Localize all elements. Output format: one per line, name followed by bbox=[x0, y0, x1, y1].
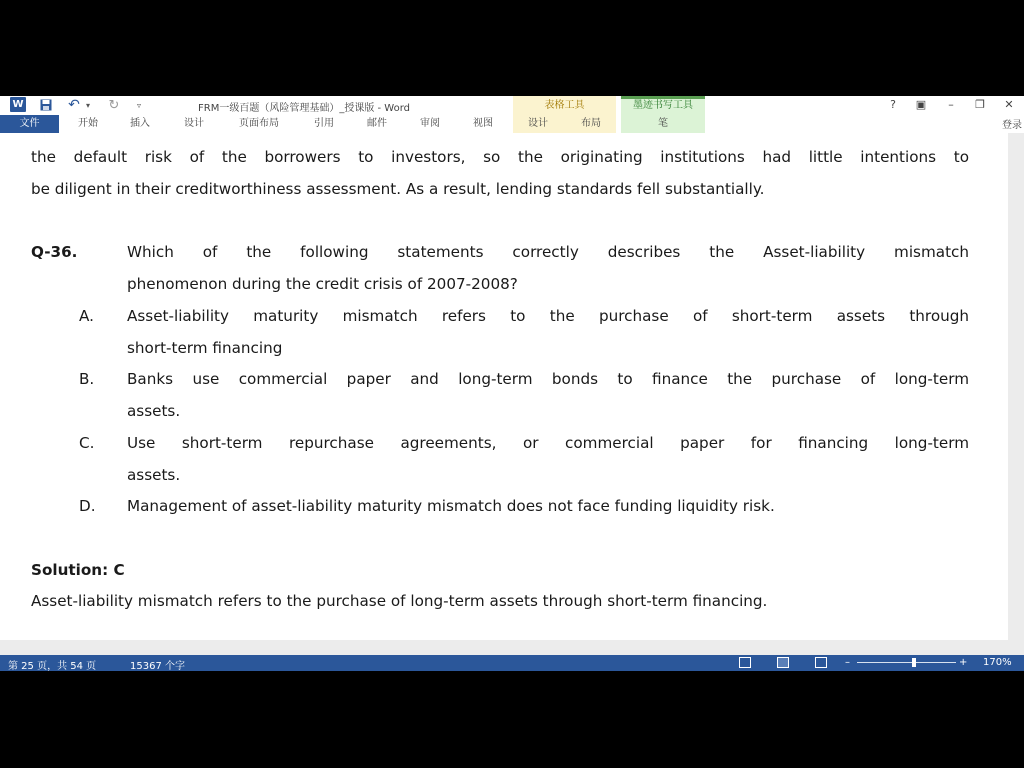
undo-icon[interactable]: ↶ bbox=[68, 97, 80, 113]
question-number: Q-36. bbox=[31, 243, 78, 261]
title-bar bbox=[0, 96, 1024, 115]
ribbon-display-icon[interactable]: ▣ bbox=[915, 98, 927, 111]
tab-pens[interactable]: 笔 bbox=[658, 118, 668, 129]
tab-insert[interactable]: 插入 bbox=[130, 118, 150, 129]
undo-dropdown-icon[interactable]: ▾ bbox=[85, 100, 90, 110]
zoom-slider-thumb[interactable] bbox=[912, 658, 916, 667]
question-text: Which of the following statements correctly describes the Asset-liability mismatch bbox=[127, 243, 969, 261]
tab-table-layout[interactable]: 布局 bbox=[581, 118, 601, 129]
option-text: Asset-liability maturity mismatch refers to the purchase of short-term assets through bbox=[127, 307, 969, 325]
close-icon[interactable]: ✕ bbox=[1004, 98, 1014, 111]
minimize-icon[interactable]: – bbox=[948, 98, 954, 111]
help-icon[interactable]: ? bbox=[890, 98, 896, 111]
zoom-level[interactable]: 170% bbox=[983, 657, 1012, 668]
option-text: Management of asset-liability maturity mismatch does not face funding liquidity risk. bbox=[127, 497, 775, 515]
redo-icon[interactable]: ↻ bbox=[108, 97, 120, 113]
tab-home[interactable]: 开始 bbox=[78, 118, 98, 129]
option-label: D. bbox=[79, 497, 96, 515]
save-icon[interactable] bbox=[38, 97, 54, 113]
word-window bbox=[0, 96, 1024, 671]
tab-page-layout[interactable]: 页面布局 bbox=[239, 118, 279, 129]
tab-references[interactable]: 引用 bbox=[314, 118, 334, 129]
tab-view[interactable]: 视图 bbox=[473, 118, 493, 129]
solution-text: Asset-liability mismatch refers to the purchase of long-term assets through short-term financing. bbox=[31, 592, 768, 610]
tab-file[interactable]: 文件 bbox=[0, 115, 59, 133]
option-text: assets. bbox=[127, 466, 181, 484]
word-app-icon[interactable]: W bbox=[10, 97, 26, 112]
word-count[interactable]: 15367 个字 bbox=[130, 661, 185, 671]
table-tools-label: 表格工具 bbox=[544, 100, 585, 111]
sign-in-link[interactable]: 登录 bbox=[1002, 120, 1022, 131]
solution-label: Solution: C bbox=[31, 561, 125, 579]
status-bar bbox=[0, 655, 1024, 671]
ribbon-tabs bbox=[0, 115, 1024, 133]
zoom-out-icon[interactable]: – bbox=[845, 657, 850, 668]
tab-review[interactable]: 审阅 bbox=[420, 118, 440, 129]
customize-qat-icon[interactable]: ▿ bbox=[136, 100, 141, 110]
page-count[interactable]: 第 25 页，共 54 页 bbox=[8, 661, 97, 671]
tab-design[interactable]: 设计 bbox=[184, 118, 204, 129]
read-mode-icon[interactable] bbox=[739, 657, 751, 668]
zoom-in-icon[interactable]: + bbox=[959, 657, 968, 668]
print-layout-icon[interactable] bbox=[777, 657, 789, 668]
tab-table-design[interactable]: 设计 bbox=[528, 118, 548, 129]
page-gap bbox=[0, 640, 1008, 655]
option-label: B. bbox=[79, 370, 95, 388]
zoom-slider[interactable] bbox=[857, 662, 956, 663]
document-page[interactable] bbox=[0, 133, 1008, 640]
option-label: C. bbox=[79, 434, 95, 452]
question-text: phenomenon during the credit crisis of 2007-2008? bbox=[127, 275, 518, 293]
web-layout-icon[interactable] bbox=[815, 657, 827, 668]
body-text-line: the default risk of the borrowers to investors, so the originating institutions had little intentions to bbox=[31, 148, 969, 166]
vertical-scrollbar[interactable] bbox=[1008, 133, 1024, 655]
option-text: short-term financing bbox=[127, 339, 283, 357]
window-title: FRM一级百题（风险管理基础）_授课版 - Word bbox=[198, 103, 410, 114]
tab-mailings[interactable]: 邮件 bbox=[367, 118, 387, 129]
option-text: assets. bbox=[127, 402, 181, 420]
option-text: Banks use commercial paper and long-term bonds to finance the purchase of long-term bbox=[127, 370, 969, 388]
body-text-line: be diligent in their creditworthiness assessment. As a result, lending standards fell substantially. bbox=[31, 180, 765, 198]
option-text: Use short-term repurchase agreements, or commercial paper for financing long-term bbox=[127, 434, 969, 452]
option-label: A. bbox=[79, 307, 94, 325]
restore-icon[interactable]: ❐ bbox=[975, 98, 985, 111]
ink-tools-label: 墨迹书写工具 bbox=[633, 100, 693, 111]
